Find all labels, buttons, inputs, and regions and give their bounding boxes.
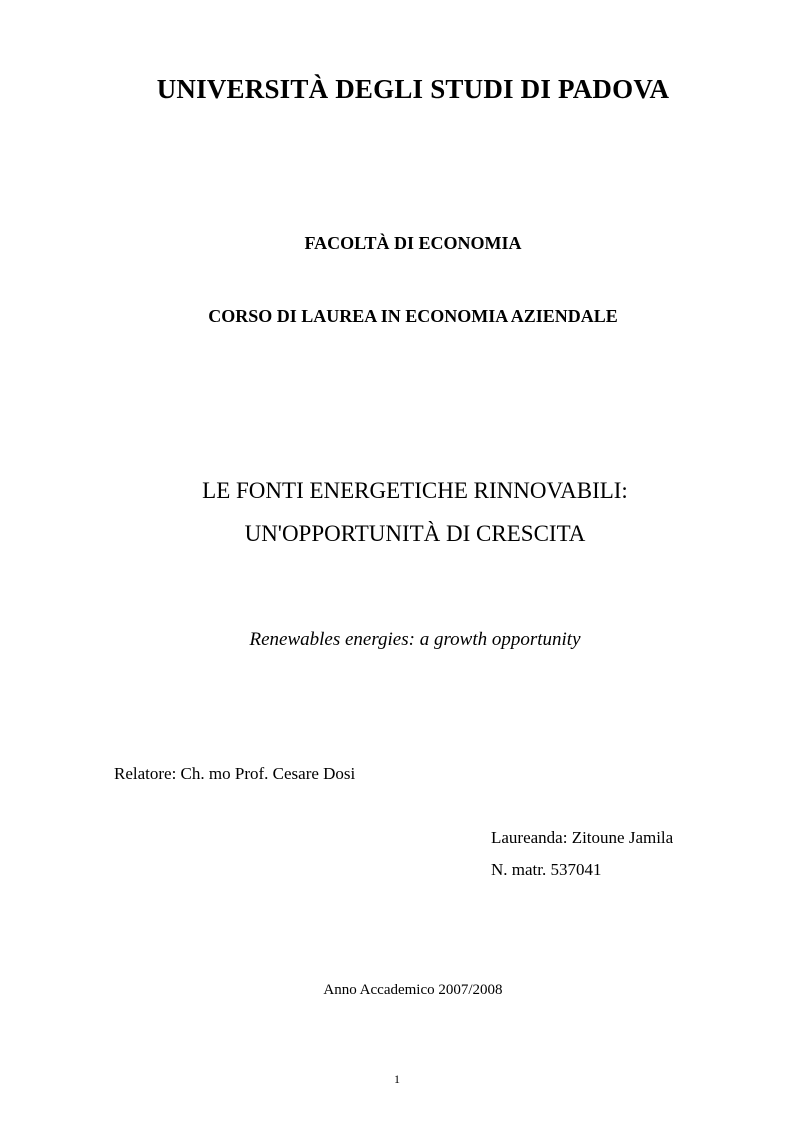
faculty-name: FACOLTÀ DI ECONOMIA (304, 233, 522, 253)
thesis-title-line-2: UN'OPPORTUNITÀ DI CRESCITA (244, 521, 586, 546)
student-name-line: Laureanda: Zitoune Jamila (491, 828, 674, 847)
university-name: UNIVERSITÀ DEGLI STUDI DI PADOVA (156, 74, 670, 104)
page-number: 1 (394, 1072, 400, 1086)
degree-course: CORSO DI LAUREA IN ECONOMIA AZIENDALE (208, 306, 618, 326)
thesis-title-line-1: LE FONTI ENERGETICHE RINNOVABILI: (202, 478, 628, 503)
thesis-subtitle-english: Renewables energies: a growth opportunity (249, 629, 581, 650)
supervisor-line: Relatore: Ch. mo Prof. Cesare Dosi (114, 764, 356, 783)
academic-year: Anno Accademico 2007/2008 (323, 982, 503, 998)
student-id-line: N. matr. 537041 (491, 860, 602, 879)
